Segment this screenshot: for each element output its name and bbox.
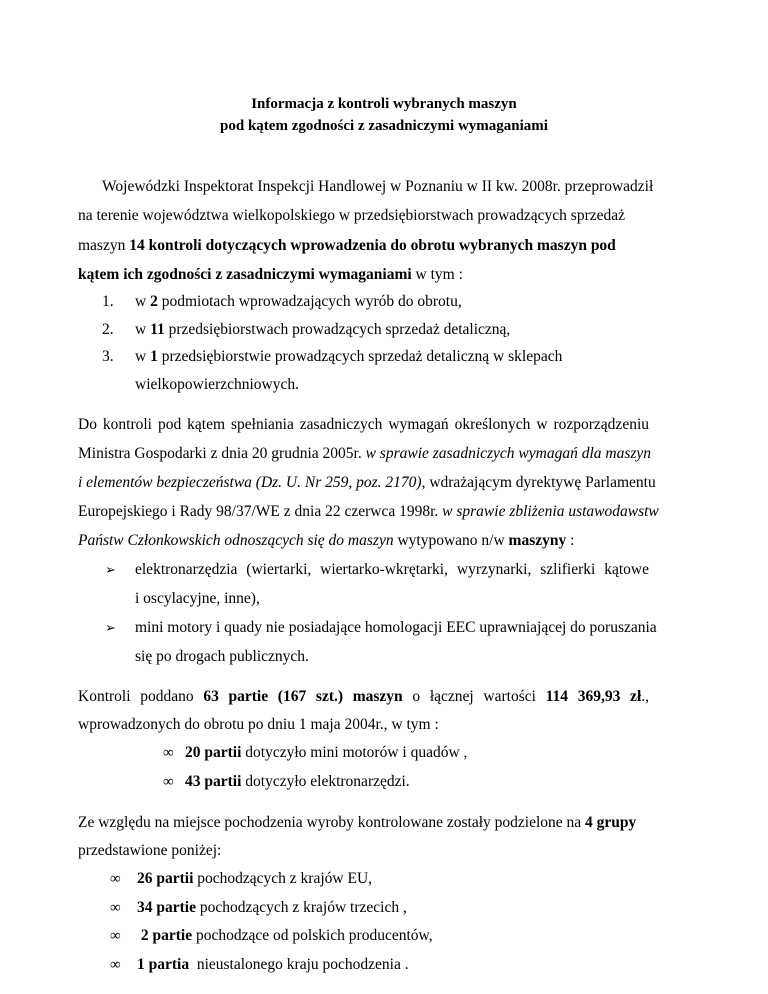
para4-line-1: Ze względu na miejsce pochodzenia wyroby kontrolowane zostały podzielone na 4 grupy <box>78 814 637 831</box>
para2-line-4: Europejskiego i Rady 98/37/WE z dnia 22 czerwca 1998r. w sprawie zbliżenia ustawodawstw <box>78 503 659 520</box>
list-text: 43 partii dotyczyło elektronarzędzi. <box>185 773 410 790</box>
title-line-2: pod kątem zgodności z zasadniczymi wymaganiami <box>220 118 548 134</box>
infinity-bullet-icon: ∞ <box>110 900 121 916</box>
arrow-bullet-icon: ➢ <box>105 562 116 577</box>
para3-line-2: wprowadzonych do obrotu po dniu 1 maja 2004r., w tym : <box>78 716 439 733</box>
list-number: 1. <box>102 293 114 310</box>
arrow-bullet-icon: ➢ <box>105 620 116 635</box>
list-text: w 1 przedsiębiorstwie prowadzących sprzedaż detaliczną w sklepach <box>135 348 563 365</box>
list-text: w 11 przedsiębiorstwach prowadzących sprzedaż detaliczną, <box>135 321 511 338</box>
list-text: 26 partii pochodzących z krajów EU, <box>137 870 373 887</box>
list-number: 2. <box>102 321 114 338</box>
list-text-continuation: wielkopowierzchniowych. <box>135 376 299 393</box>
list-text: mini motory i quady nie posiadające homologacji EEC uprawniającej do poruszania <box>135 619 657 636</box>
para3-line-1: Kontroli poddano 63 partie (167 szt.) maszyn o łącznej wartości 114 369,93 zł., <box>78 688 649 705</box>
list-text-continuation: się po drogach publicznych. <box>135 648 309 665</box>
title-line-1: Informacja z kontroli wybranych maszyn <box>251 96 517 112</box>
intro-line-1: Wojewódzki Inspektorat Inspekcji Handlowej w Poznaniu w II kw. 2008r. przeprowadził <box>102 178 654 195</box>
intro-line-3: maszyn 14 kontroli dotyczących wprowadzenia do obrotu wybranych maszyn pod <box>78 237 616 254</box>
para2-line-3: i elementów bezpieczeństwa (Dz. U. Nr 259, poz. 2170), wdrażającym dyrektywę Parlamentu <box>78 474 656 491</box>
infinity-bullet-icon: ∞ <box>110 928 121 944</box>
intro-line-2: na terenie województwa wielkopolskiego w przedsiębiorstwach prowadzących sprzedaż <box>78 207 626 224</box>
infinity-bullet-icon: ∞ <box>163 774 174 790</box>
list-text: elektronarzędzia (wiertarki, wiertarko-wkrętarki, wyrzynarki, szlifierki kątowe <box>135 561 649 578</box>
list-text: w 2 podmiotach wprowadzających wyrób do obrotu, <box>135 293 462 310</box>
para2-line-2: Ministra Gospodarki z dnia 20 grudnia 2005r. w sprawie zasadniczych wymagań dla maszyn <box>78 445 652 462</box>
list-text: 34 partie pochodzących z krajów trzecich , <box>137 899 407 916</box>
list-text: 20 partii dotyczyło mini motorów i quadów , <box>185 744 468 761</box>
list-number: 3. <box>102 348 114 365</box>
para4-line-2: przedstawione poniżej: <box>78 842 222 859</box>
infinity-bullet-icon: ∞ <box>163 745 174 761</box>
para2-line-5: Państw Członkowskich odnoszących się do maszyn wytypowano n/w maszyny : <box>78 532 575 549</box>
list-text: 1 partia nieustalonego kraju pochodzenia . <box>137 956 409 973</box>
list-text: 2 partie pochodzące od polskich producentów, <box>137 927 433 944</box>
intro-line-4: kątem ich zgodności z zasadniczymi wymaganiami w tym : <box>78 266 463 283</box>
infinity-bullet-icon: ∞ <box>110 957 121 973</box>
para2-line-1: Do kontroli pod kątem spełniania zasadniczych wymagań określonych w rozporządzeniu <box>78 416 649 433</box>
infinity-bullet-icon: ∞ <box>110 871 121 887</box>
list-text-continuation: i oscylacyjne, inne), <box>135 590 260 607</box>
